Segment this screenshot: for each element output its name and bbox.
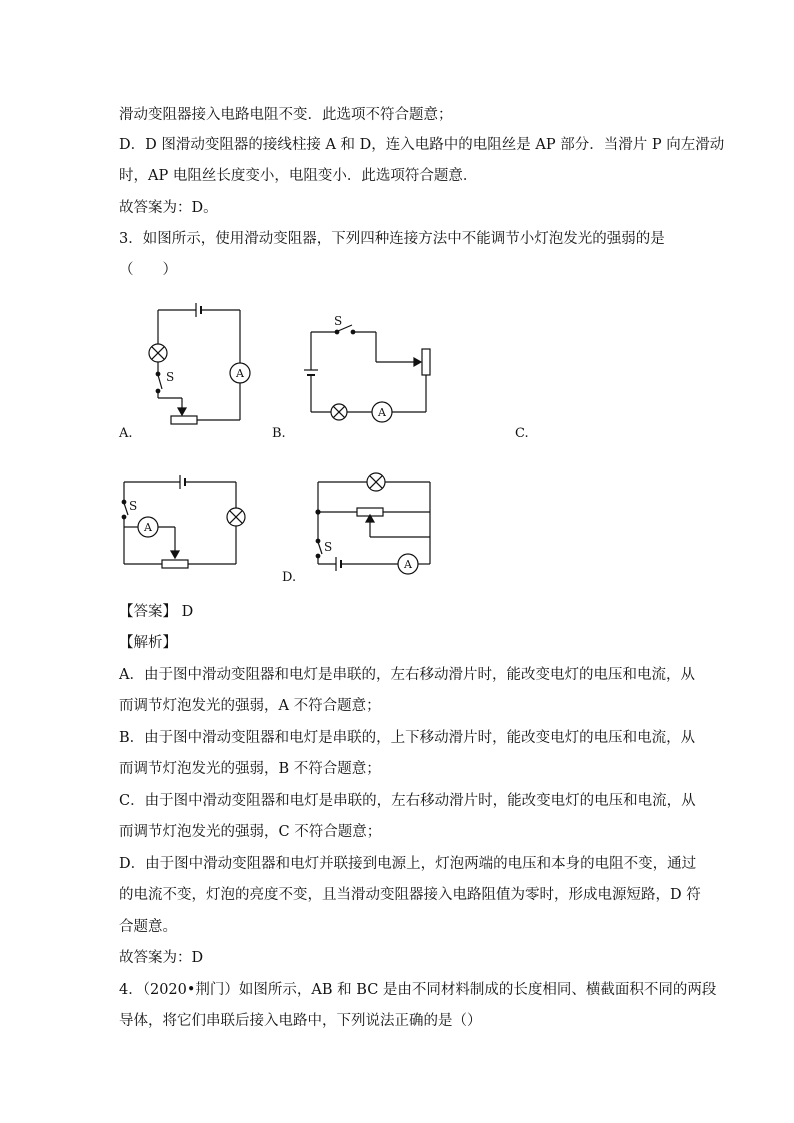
switch-label: S (334, 314, 343, 328)
text-line: 故答案为：D (119, 950, 204, 966)
lamp-icon (227, 508, 245, 526)
option-label-a: A. (119, 426, 133, 441)
slider-arrow (178, 408, 186, 415)
question-4-stem: 4．（2020•荆门）如图所示，AB 和 BC 是由不同材料制成的长度相同、横截面积不同的两段 (119, 982, 717, 998)
ammeter-label: A (404, 558, 412, 571)
slider-arrow (171, 551, 179, 558)
text-line: B．由于图中滑动变阻器和电灯是串联的，上下移动滑片时，能改变电灯的电压和电流，从 (119, 730, 696, 746)
switch-lever (158, 375, 162, 389)
text-line: 合题意。 (119, 919, 177, 935)
ammeter-label: A (236, 367, 244, 380)
rheostat (171, 416, 197, 424)
ammeter-label: A (378, 406, 386, 419)
text-line: 而调节灯泡发光的强弱，B 不符合题意； (119, 761, 381, 777)
circuit-d (316, 473, 430, 574)
switch-label: S (129, 499, 138, 513)
text-line: 故答案为：D。 (119, 200, 218, 216)
text-line: 的电流不变，灯泡的亮度不变，且当滑动变阻器接入电路阻值为零时，形成电源短路，D 符 (119, 887, 701, 903)
analysis-heading: 【解析】 (119, 635, 177, 651)
text-line: 滑动变阻器接入电路电阻不变．此选项不符合题意； (119, 107, 453, 123)
ammeter-label: A (144, 521, 152, 534)
switch-lever (124, 503, 128, 515)
circuit-b (304, 325, 430, 422)
option-label-c: C. (515, 426, 529, 441)
text-line: A．由于图中滑动变阻器和电灯是串联的，左右移动滑片时，能改变电灯的电压和电流，从 (119, 667, 695, 683)
rheostat (162, 560, 188, 568)
text-line: 时，AP 电阻丝长度变小，电阻变小．此选项符合题意． (119, 168, 478, 184)
question-4-stem: 导体，将它们串联后接入电路中，下列说法正确的是（） (119, 1013, 482, 1029)
text-line: D．由于图中滑动变阻器和电灯并联接到电源上，灯泡两端的电压和本身的电阻不变，通过 (119, 856, 697, 872)
answer-line: 【答案】 D (119, 604, 194, 620)
text-line: D．D 图滑动变阻器的接线柱接 A 和 D，连入电路中的电阻丝是 AP 部分．当滑片 P 向左滑动 (119, 137, 725, 153)
text-line: C．由于图中滑动变阻器和电灯是串联的，左右移动滑片时，能改变电灯的电压和电流，从 (119, 793, 696, 809)
text-line: 而调节灯泡发光的强弱，C 不符合题意； (119, 824, 382, 840)
question-3-stem: 3．如图所示，使用滑动变阻器，下列四种连接方法中不能调节小灯泡发光的强弱的是 (119, 231, 665, 247)
circuit-a (149, 303, 250, 424)
switch-lever (318, 542, 322, 554)
circuit-c (122, 475, 245, 568)
option-label-d: D. (282, 570, 297, 585)
lamp-icon (331, 404, 347, 420)
lamp-icon (367, 473, 385, 491)
slider-arrow (414, 358, 421, 366)
switch-label: S (324, 540, 333, 554)
text-line: 而调节灯泡发光的强弱，A 不符合题意； (119, 698, 381, 714)
lamp-icon (149, 344, 167, 362)
question-3-blank: （ ） (119, 262, 177, 278)
option-label-b: B. (272, 426, 286, 441)
switch-label: S (166, 370, 175, 384)
rheostat (422, 349, 430, 375)
